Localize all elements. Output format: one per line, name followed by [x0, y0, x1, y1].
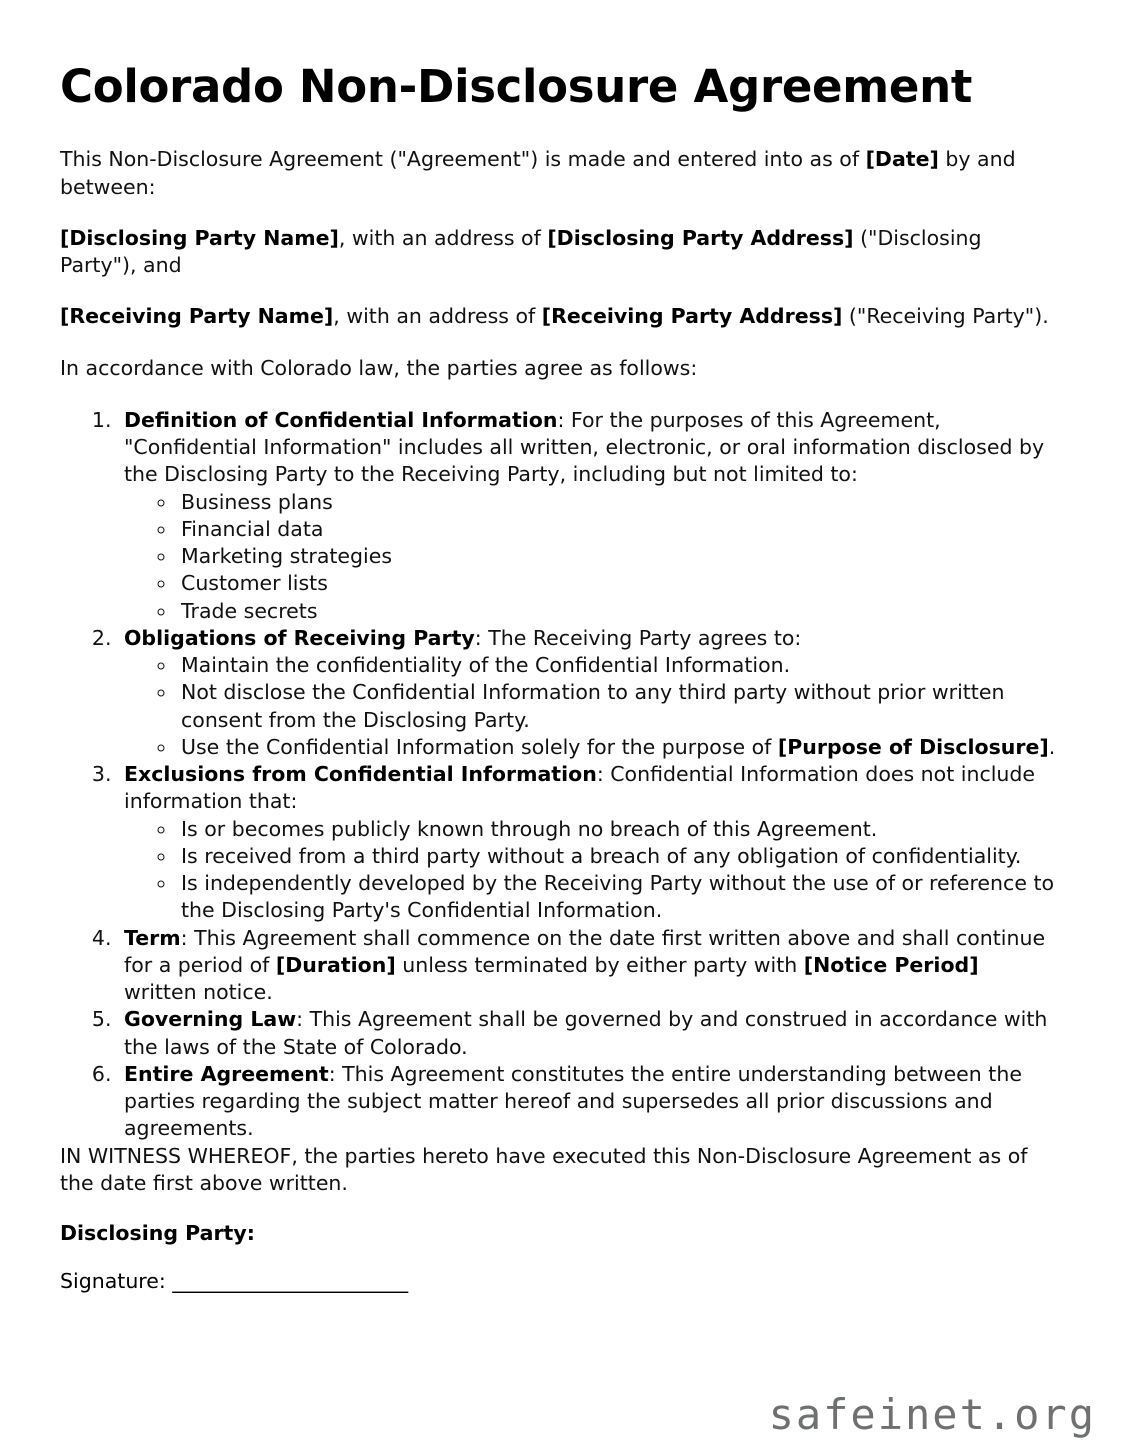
clause-body-4-part1: : This Agreement shall commence on the date first written above and shall continue for a period of	[124, 925, 1046, 977]
subitem-before-placeholder: Use the Confidential Information solely for the purpose of	[181, 734, 778, 759]
disclosing-party-address-placeholder: [Disclosing Party Address]	[547, 225, 854, 250]
witness-clause-paragraph: IN WITNESS WHEREOF, the parties hereto have executed this Non-Disclosure Agreement as of the date first above written.	[60, 1143, 1028, 1195]
clause-heading-2: Obligations of Receiving Party	[124, 625, 475, 650]
list-item: ◦ Financial data	[177, 516, 1056, 543]
clause-body-3: : Confidential Information does not include information that:	[124, 762, 1036, 814]
list-item: ◦ Customer lists	[177, 570, 1056, 597]
clause-body-4-part2: unless terminated by either party with	[395, 952, 804, 977]
list-item: ◦ Maintain the confidentiality of the Confidential Information.	[177, 652, 1056, 679]
receiving-party-tail: ("Receiving Party").	[842, 304, 1049, 329]
disclosing-party-mid: , with an address of	[338, 225, 548, 250]
notice-period-placeholder: [Notice Period]	[803, 952, 979, 977]
clause-body-5: : This Agreement shall be governed by and construed in accordance with the laws of the State of Colorado.	[124, 1007, 1048, 1059]
clause-item-1	[118, 407, 1056, 625]
clause-item-6	[118, 1061, 1056, 1143]
disclosing-party-name-placeholder: [Disclosing Party Name]	[60, 225, 339, 250]
agreement-lead-paragraph: In accordance with Colorado law, the parties agree as follows:	[60, 355, 698, 380]
clause-heading-3: Exclusions from Confidential Information	[124, 762, 597, 787]
purpose-placeholder: [Purpose of Disclosure]	[777, 734, 1049, 759]
subitem-after-placeholder: .	[1048, 734, 1056, 759]
receiving-party-paragraph	[60, 303, 1056, 330]
date-placeholder: [Date]	[865, 147, 939, 172]
watermark: safeinet.org	[768, 1390, 1096, 1439]
document-body	[60, 62, 1056, 1293]
intro-after-date: by and between:	[60, 147, 1016, 199]
duration-placeholder: [Duration]	[275, 952, 396, 977]
clause-heading-4: Term	[124, 925, 181, 950]
clause-body-1: : For the purposes of this Agreement, "Confidential Information" includes all written, electronic, or oral information disclosed by the Disclosing Party to the Receiving Party, including but not limited to:	[124, 407, 1045, 487]
list-item: ◦ Marketing strategies	[177, 543, 1056, 570]
signature-rule: _______________________	[172, 1269, 409, 1294]
clause-3-subitems	[124, 816, 1056, 925]
list-item: ◦ Is or becomes publicly known through no breach of this Agreement.	[177, 816, 1056, 843]
clause-item-5	[118, 1006, 1056, 1061]
clause-heading-6: Entire Agreement	[124, 1061, 329, 1086]
intro-before-date: This Non-Disclosure Agreement ("Agreement") is made and entered into as of	[60, 147, 866, 172]
clause-1-subitems	[124, 489, 1056, 625]
disclosing-party-paragraph	[60, 225, 1056, 280]
clause-heading-1: Definition of Confidential Information	[124, 407, 558, 432]
receiving-party-name-placeholder: [Receiving Party Name]	[60, 304, 334, 329]
clause-item-4	[118, 925, 1056, 1007]
disclosing-party-signature-heading: Disclosing Party:	[60, 1221, 255, 1246]
list-item: ◦ Is received from a third party without a breach of any obligation of confidentiality.	[177, 843, 1056, 870]
list-item: ◦ Not disclose the Confidential Information to any third party without prior written consent from the Disclosing Party.	[177, 679, 1056, 734]
clause-item-2	[118, 625, 1056, 761]
clause-body-2: : The Receiving Party agrees to:	[474, 625, 802, 650]
receiving-party-address-placeholder: [Receiving Party Address]	[541, 304, 843, 329]
list-item: ◦ Trade secrets	[177, 598, 1056, 625]
clause-list	[60, 407, 1056, 1143]
intro-paragraph	[60, 146, 1056, 201]
clause-heading-5: Governing Law	[124, 1007, 297, 1032]
page-title: Colorado Non-Disclosure Agreement	[60, 60, 973, 113]
clause-item-3	[118, 761, 1056, 925]
disclosing-party-tail: ("Disclosing Party"), and	[60, 225, 982, 278]
clause-body-4-part3: written notice.	[124, 980, 273, 1005]
clause-body-6: : This Agreement constitutes the entire understanding between the parties regarding the subject matter hereof and supersedes all prior discussions and agreements.	[124, 1061, 1022, 1141]
clause-2-subitems	[124, 652, 1056, 761]
receiving-party-mid: , with an address of	[333, 304, 542, 329]
list-item: ◦ Business plans	[177, 489, 1056, 516]
signature-label: Signature:	[60, 1269, 173, 1294]
signature-line	[60, 1269, 1056, 1293]
list-item-with-placeholder	[177, 734, 1056, 761]
list-item: ◦ Is independently developed by the Receiving Party without the use of or reference to the Disclosing Party's Confidential Information.	[177, 870, 1056, 925]
